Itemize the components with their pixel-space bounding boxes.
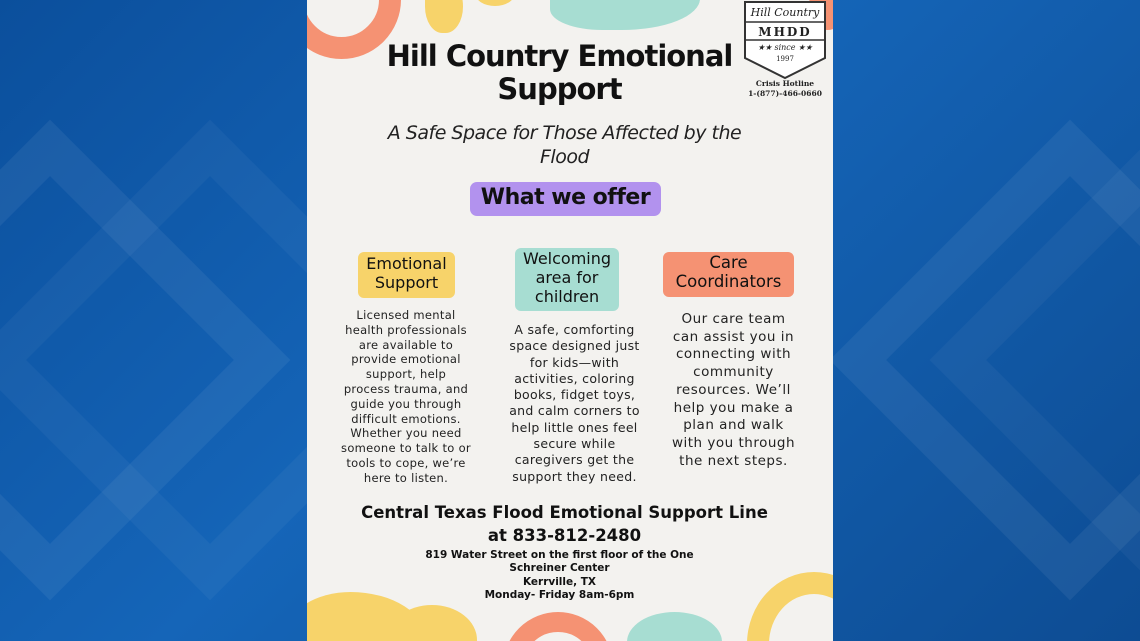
what-we-offer-heading: What we offer xyxy=(470,182,661,216)
teal-blob-bottom xyxy=(627,612,722,641)
support-line-heading: Central Texas Flood Emotional Support Line xyxy=(361,503,768,522)
subtitle: A Safe Space for Those Affected by the Flood xyxy=(387,122,742,168)
logo-year: 1997 xyxy=(776,55,794,63)
yellow-blob-decoration-2 xyxy=(475,0,515,6)
service-tag-children-area: Welcoming area for children xyxy=(515,248,619,311)
crisis-hotline-number: 1-(877)-466-0660 xyxy=(748,89,822,98)
flyer xyxy=(307,0,833,641)
service-desc-children-area: A safe, comforting space designed just for kids—with activities, coloring books, fidget toys, and calm corners to help little ones feel secure while caregivers get the support they need. xyxy=(509,322,640,484)
page-title: Hill Country Emotional Support xyxy=(386,39,733,106)
teal-blob-decoration xyxy=(550,0,700,30)
logo-name: Hill Country xyxy=(750,6,820,19)
service-desc-care-coordinators: Our care team can assist you in connecting with community resources. We’ll help you make a plan and walk with you through the next steps. xyxy=(671,311,796,469)
service-tag-care-coordinators: Care Coordinators xyxy=(663,252,794,297)
address-line-3: Kerrville, TX xyxy=(522,575,597,588)
coral-ring-bottom xyxy=(503,612,613,641)
logo-abbr: MHDD xyxy=(758,25,812,39)
address-line-1: 819 Water Street on the first floor of the One xyxy=(425,549,694,561)
crisis-hotline-label: Crisis Hotline xyxy=(755,79,815,88)
service-desc-emotional-support: Licensed mental health professionals are available to provide emotional support, help process trauma, and guide you through difficult emotions. Whether you need someone to talk to or tools to cope, we’re here to listen. xyxy=(341,308,471,485)
yellow-blob-decoration xyxy=(425,0,463,33)
service-tag-emotional-support: Emotional Support xyxy=(358,252,455,298)
yellow-ring-bottom-right xyxy=(747,572,833,641)
address-line-2: Schreiner Center xyxy=(509,562,610,575)
support-line-number: at 833-812-2480 xyxy=(487,526,642,545)
logo-since: ★★ since ★★ xyxy=(757,43,813,52)
address-block xyxy=(417,549,702,602)
office-hours: Monday- Friday 8am-6pm xyxy=(484,588,635,601)
